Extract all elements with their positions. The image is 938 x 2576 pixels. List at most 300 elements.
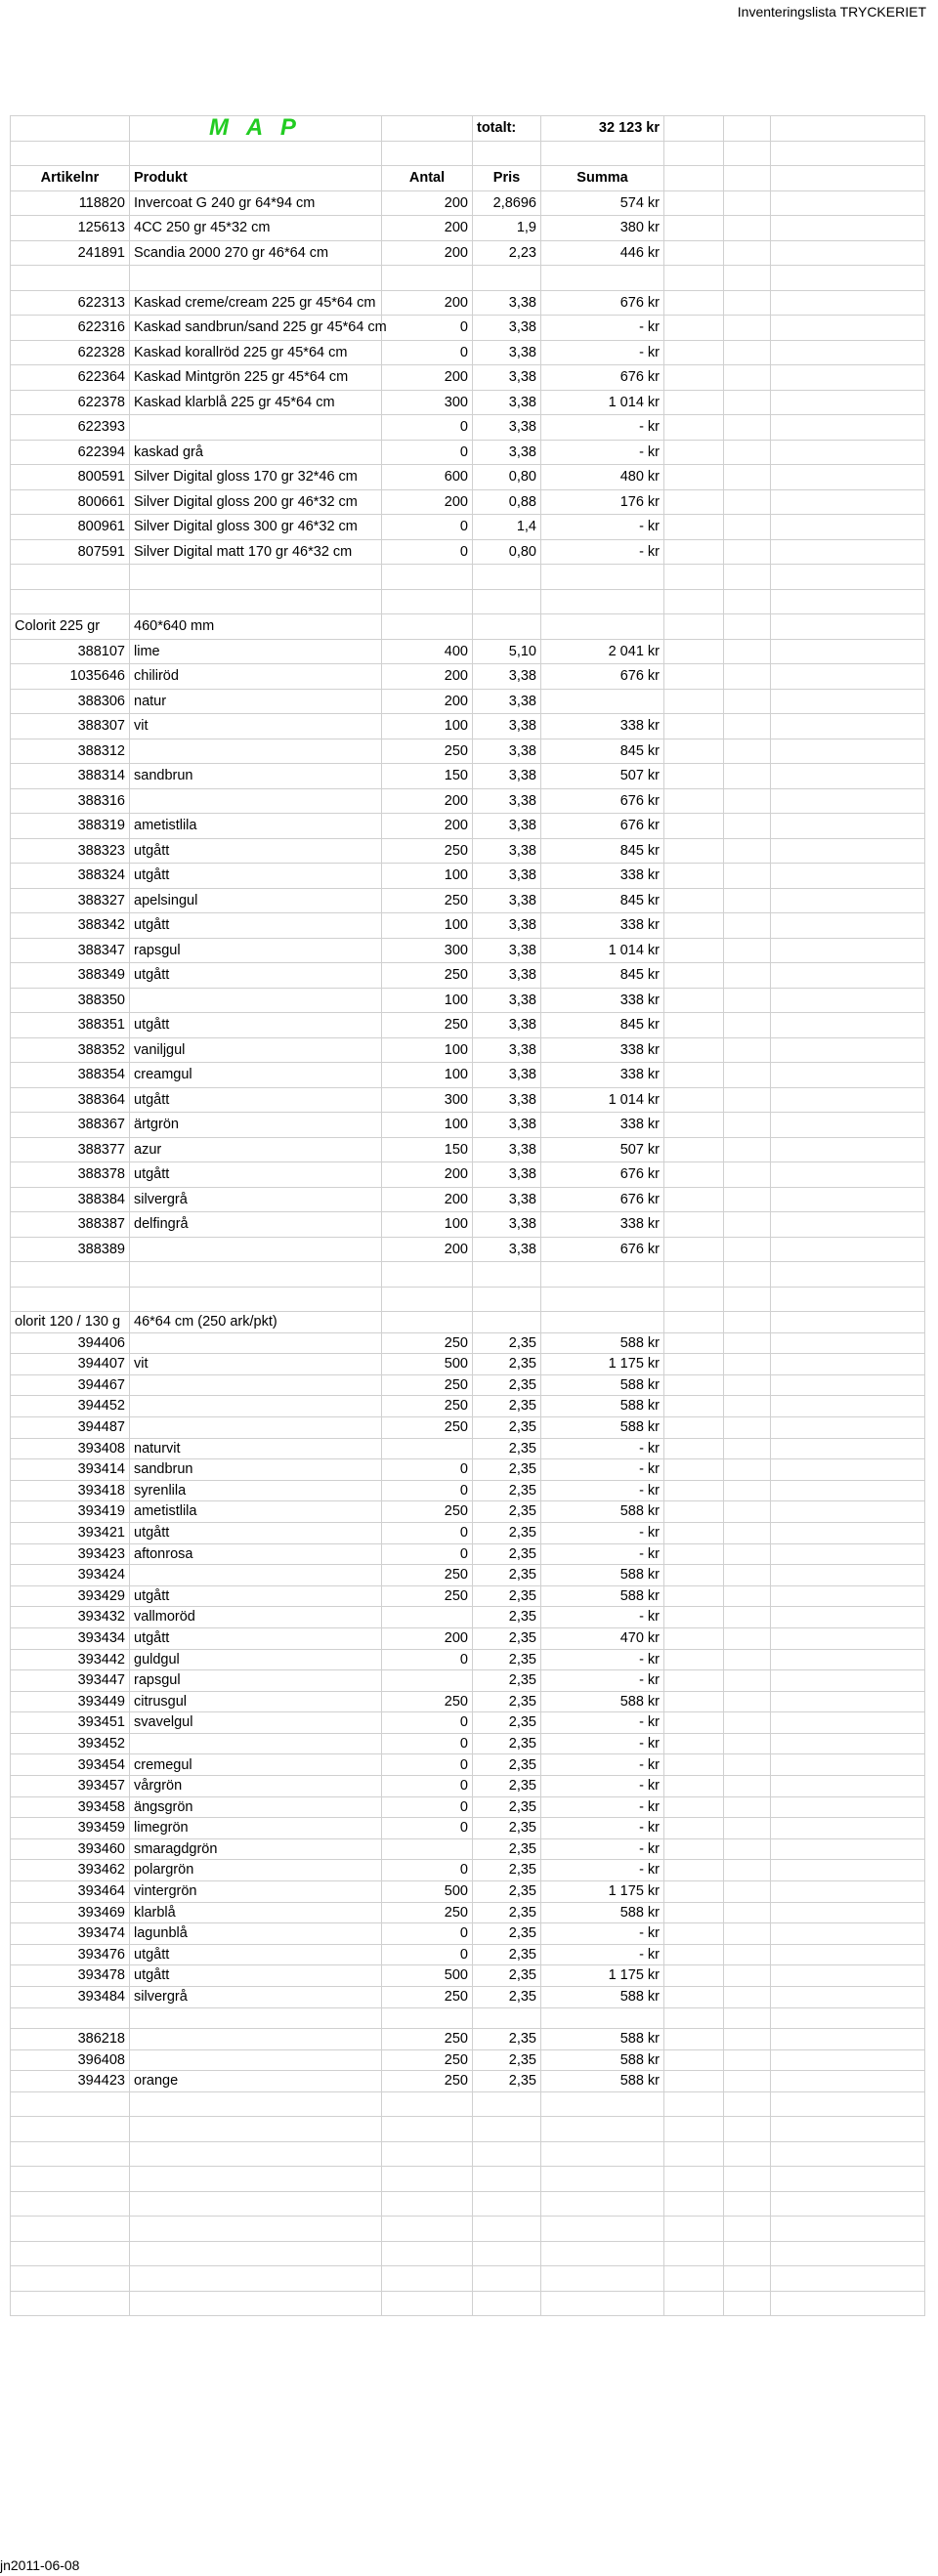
product-cell: Silver Digital gloss 170 gr 32*46 cm xyxy=(130,465,382,490)
article-number-cell: 388307 xyxy=(11,714,130,739)
blank-row xyxy=(11,565,925,590)
empty-cell xyxy=(664,1237,724,1262)
table-row xyxy=(11,1923,925,1945)
blank-row xyxy=(11,2266,925,2292)
empty-cell xyxy=(771,1838,925,1860)
empty-cell xyxy=(473,1262,541,1288)
empty-cell xyxy=(771,1312,925,1333)
empty-cell xyxy=(664,764,724,789)
article-number-cell: 800591 xyxy=(11,465,130,490)
quantity-cell: 300 xyxy=(382,1087,473,1113)
quantity-cell: 0 xyxy=(382,316,473,341)
empty-cell xyxy=(541,141,664,166)
article-number-cell: 388349 xyxy=(11,963,130,989)
empty-cell xyxy=(771,2291,925,2316)
article-number-cell: 388377 xyxy=(11,1137,130,1162)
article-number-cell: 388306 xyxy=(11,689,130,714)
empty-cell xyxy=(724,938,771,963)
empty-cell xyxy=(664,2167,724,2192)
price-cell: 3,38 xyxy=(473,938,541,963)
quantity-cell: 200 xyxy=(382,814,473,839)
table-row xyxy=(11,1902,925,1923)
empty-cell xyxy=(771,2217,925,2242)
sum-cell: 845 kr xyxy=(541,838,664,864)
empty-cell xyxy=(664,1754,724,1776)
article-number-cell: 388314 xyxy=(11,764,130,789)
blank-row xyxy=(11,2217,925,2242)
quantity-cell: 100 xyxy=(382,714,473,739)
empty-cell xyxy=(724,589,771,614)
empty-cell xyxy=(724,1137,771,1162)
blank-row xyxy=(11,1262,925,1288)
article-number-cell: 388324 xyxy=(11,864,130,889)
table-row xyxy=(11,1881,925,1903)
blank-row xyxy=(11,2141,925,2167)
product-cell: Kaskad sandbrun/sand 225 gr 45*64 cm xyxy=(130,316,382,341)
empty-cell xyxy=(771,415,925,441)
price-cell: 3,38 xyxy=(473,1113,541,1138)
quantity-cell: 150 xyxy=(382,1137,473,1162)
price-cell: 5,10 xyxy=(473,639,541,664)
product-cell: Silver Digital gloss 200 gr 46*32 cm xyxy=(130,489,382,515)
quantity-cell: 0 xyxy=(382,1818,473,1839)
article-number-cell: 393434 xyxy=(11,1627,130,1649)
empty-cell xyxy=(130,2117,382,2142)
empty-cell xyxy=(541,266,664,291)
empty-cell xyxy=(130,565,382,590)
table-row xyxy=(11,838,925,864)
price-cell: 3,38 xyxy=(473,1037,541,1063)
empty-cell xyxy=(771,1881,925,1903)
price-cell: 0,80 xyxy=(473,539,541,565)
price-cell: 3,38 xyxy=(473,415,541,441)
quantity-cell: 0 xyxy=(382,440,473,465)
empty-cell xyxy=(771,1776,925,1797)
table-row xyxy=(11,1796,925,1818)
article-number-cell: 388342 xyxy=(11,913,130,939)
price-cell: 2,35 xyxy=(473,1543,541,1565)
price-cell: 2,35 xyxy=(473,1838,541,1860)
article-number-cell: 393408 xyxy=(11,1438,130,1459)
quantity-cell: 500 xyxy=(382,1881,473,1903)
empty-cell xyxy=(724,1585,771,1607)
sum-cell: - kr xyxy=(541,1944,664,1965)
sum-cell: 588 kr xyxy=(541,1987,664,2008)
empty-cell xyxy=(382,2241,473,2266)
sum-cell: 588 kr xyxy=(541,1585,664,1607)
empty-cell xyxy=(771,2091,925,2117)
quantity-cell: 0 xyxy=(382,1649,473,1670)
empty-cell xyxy=(771,1332,925,1354)
empty-cell xyxy=(541,2291,664,2316)
empty-cell xyxy=(724,2291,771,2316)
empty-cell xyxy=(724,1262,771,1288)
empty-cell xyxy=(771,1733,925,1754)
empty-cell xyxy=(724,788,771,814)
product-cell xyxy=(130,1733,382,1754)
article-number-cell: 388347 xyxy=(11,938,130,963)
empty-cell xyxy=(724,739,771,764)
empty-cell xyxy=(664,589,724,614)
empty-cell xyxy=(664,1712,724,1734)
table-row xyxy=(11,216,925,241)
empty-cell xyxy=(541,2217,664,2242)
product-cell: vårgrön xyxy=(130,1776,382,1797)
sum-cell: - kr xyxy=(541,1438,664,1459)
empty-cell xyxy=(130,2191,382,2217)
price-cell: 2,35 xyxy=(473,1987,541,2008)
product-cell xyxy=(130,1374,382,1396)
product-cell: Silver Digital matt 170 gr 46*32 cm xyxy=(130,539,382,565)
empty-cell xyxy=(771,739,925,764)
empty-cell xyxy=(771,1396,925,1417)
blank-row xyxy=(11,2117,925,2142)
quantity-cell: 0 xyxy=(382,1860,473,1881)
empty-cell xyxy=(771,1607,925,1628)
quantity-cell: 200 xyxy=(382,365,473,391)
empty-cell xyxy=(541,2007,664,2029)
empty-cell xyxy=(664,2117,724,2142)
empty-cell xyxy=(664,415,724,441)
article-number-cell: 393451 xyxy=(11,1712,130,1734)
product-cell: kaskad grå xyxy=(130,440,382,465)
empty-cell xyxy=(130,589,382,614)
table-row xyxy=(11,1459,925,1481)
empty-cell xyxy=(664,639,724,664)
table-row xyxy=(11,1063,925,1088)
empty-cell xyxy=(664,988,724,1013)
empty-cell xyxy=(664,2291,724,2316)
article-number-cell: 393462 xyxy=(11,1860,130,1881)
empty-cell xyxy=(473,2291,541,2316)
empty-cell xyxy=(724,1113,771,1138)
price-cell: 3,38 xyxy=(473,888,541,913)
quantity-cell: 250 xyxy=(382,739,473,764)
empty-cell xyxy=(473,2091,541,2117)
price-cell: 3,38 xyxy=(473,365,541,391)
sum-cell: 574 kr xyxy=(541,190,664,216)
empty-cell xyxy=(771,2049,925,2071)
empty-cell xyxy=(724,2241,771,2266)
empty-cell xyxy=(664,1063,724,1088)
sum-cell: 845 kr xyxy=(541,888,664,913)
product-cell: creamgul xyxy=(130,1063,382,1088)
quantity-cell: 250 xyxy=(382,1987,473,2008)
empty-cell xyxy=(382,2167,473,2192)
table-row xyxy=(11,938,925,963)
empty-cell xyxy=(724,1902,771,1923)
empty-cell xyxy=(664,1396,724,1417)
empty-cell xyxy=(771,1902,925,1923)
sum-cell: - kr xyxy=(541,440,664,465)
empty-cell xyxy=(11,589,130,614)
empty-cell xyxy=(771,116,925,142)
price-cell: 2,35 xyxy=(473,1796,541,1818)
article-number-cell: 393442 xyxy=(11,1649,130,1670)
empty-cell xyxy=(771,1627,925,1649)
empty-cell xyxy=(724,565,771,590)
product-cell: sandbrun xyxy=(130,764,382,789)
product-cell: klarblå xyxy=(130,1902,382,1923)
empty-cell xyxy=(724,515,771,540)
quantity-cell: 250 xyxy=(382,1332,473,1354)
empty-cell xyxy=(11,1262,130,1288)
article-number-cell: 800661 xyxy=(11,489,130,515)
empty-cell xyxy=(664,440,724,465)
empty-cell xyxy=(771,714,925,739)
empty-cell xyxy=(724,1396,771,1417)
empty-cell xyxy=(724,1543,771,1565)
empty-cell xyxy=(771,1522,925,1543)
table-row xyxy=(11,316,925,341)
product-cell: utgått xyxy=(130,1522,382,1543)
sum-cell: - kr xyxy=(541,1860,664,1881)
article-number-cell: 393414 xyxy=(11,1459,130,1481)
product-cell: utgått xyxy=(130,838,382,864)
empty-cell xyxy=(771,689,925,714)
empty-cell xyxy=(724,1565,771,1586)
sum-cell: 676 kr xyxy=(541,365,664,391)
empty-cell xyxy=(724,1013,771,1038)
empty-cell xyxy=(771,1923,925,1945)
sum-cell: 676 kr xyxy=(541,664,664,690)
article-number-cell: 622328 xyxy=(11,340,130,365)
empty-cell xyxy=(664,1438,724,1459)
empty-cell xyxy=(664,266,724,291)
sum-cell: - kr xyxy=(541,1796,664,1818)
quantity-cell: 0 xyxy=(382,1480,473,1501)
quantity-cell: 250 xyxy=(382,1691,473,1712)
empty-cell xyxy=(541,2091,664,2117)
product-cell: utgått xyxy=(130,1585,382,1607)
empty-cell xyxy=(664,614,724,640)
sum-cell: 380 kr xyxy=(541,216,664,241)
quantity-cell: 0 xyxy=(382,1776,473,1797)
empty-cell xyxy=(724,190,771,216)
sum-cell: - kr xyxy=(541,1838,664,1860)
empty-cell xyxy=(473,2191,541,2217)
empty-cell xyxy=(771,1287,925,1312)
empty-cell xyxy=(724,116,771,142)
table-row xyxy=(11,465,925,490)
empty-cell xyxy=(664,1818,724,1839)
table-row xyxy=(11,664,925,690)
empty-cell xyxy=(724,1287,771,1312)
article-number-cell: 388387 xyxy=(11,1212,130,1238)
article-number-cell: 388352 xyxy=(11,1037,130,1063)
article-number-cell: 388327 xyxy=(11,888,130,913)
empty-cell xyxy=(473,589,541,614)
empty-cell xyxy=(724,2029,771,2050)
empty-cell xyxy=(382,2117,473,2142)
price-cell: 2,35 xyxy=(473,2049,541,2071)
empty-cell xyxy=(771,240,925,266)
price-cell: 2,35 xyxy=(473,1860,541,1881)
price-cell: 3,38 xyxy=(473,764,541,789)
empty-cell xyxy=(724,1237,771,1262)
empty-cell xyxy=(771,1712,925,1734)
empty-cell xyxy=(724,1501,771,1523)
empty-cell xyxy=(771,1037,925,1063)
empty-cell xyxy=(724,1087,771,1113)
table-row xyxy=(11,988,925,1013)
empty-cell xyxy=(771,1354,925,1375)
product-cell: natur xyxy=(130,689,382,714)
empty-cell xyxy=(724,290,771,316)
blank-row xyxy=(11,2091,925,2117)
price-cell: 3,38 xyxy=(473,664,541,690)
column-header-article: Artikelnr xyxy=(11,166,130,191)
empty-cell xyxy=(664,1965,724,1987)
article-number-cell: 393484 xyxy=(11,1987,130,2008)
empty-cell xyxy=(664,1649,724,1670)
empty-cell xyxy=(664,1670,724,1692)
table-row xyxy=(11,639,925,664)
sum-cell: 676 kr xyxy=(541,1187,664,1212)
empty-cell xyxy=(771,1965,925,1987)
product-cell: lime xyxy=(130,639,382,664)
empty-cell xyxy=(724,988,771,1013)
article-number-cell: 393447 xyxy=(11,1670,130,1692)
empty-cell xyxy=(664,2071,724,2092)
sum-cell: - kr xyxy=(541,1480,664,1501)
empty-cell xyxy=(724,1212,771,1238)
empty-cell xyxy=(541,2266,664,2292)
article-number-cell: 622378 xyxy=(11,390,130,415)
empty-cell xyxy=(771,913,925,939)
quantity-cell: 250 xyxy=(382,1585,473,1607)
empty-cell xyxy=(724,2071,771,2092)
price-cell: 3,38 xyxy=(473,1212,541,1238)
empty-cell xyxy=(664,1607,724,1628)
product-cell: vit xyxy=(130,714,382,739)
sum-cell: - kr xyxy=(541,1670,664,1692)
product-cell: Kaskad korallröd 225 gr 45*64 cm xyxy=(130,340,382,365)
sum-cell: - kr xyxy=(541,515,664,540)
product-cell xyxy=(130,1416,382,1438)
quantity-cell: 500 xyxy=(382,1354,473,1375)
empty-cell xyxy=(724,440,771,465)
empty-cell xyxy=(724,216,771,241)
quantity-cell: 150 xyxy=(382,764,473,789)
price-cell: 3,38 xyxy=(473,1187,541,1212)
price-cell: 2,35 xyxy=(473,1585,541,1607)
product-cell: cremegul xyxy=(130,1754,382,1776)
product-cell: silvergrå xyxy=(130,1987,382,2008)
table-row xyxy=(11,1522,925,1543)
empty-cell xyxy=(664,141,724,166)
quantity-cell: 200 xyxy=(382,1162,473,1188)
table-row xyxy=(11,1013,925,1038)
table-row xyxy=(11,1354,925,1375)
empty-cell xyxy=(771,1944,925,1965)
article-number-cell: 393476 xyxy=(11,1944,130,1965)
sum-cell: - kr xyxy=(541,539,664,565)
empty-cell xyxy=(724,913,771,939)
empty-cell xyxy=(724,864,771,889)
empty-cell xyxy=(724,539,771,565)
sum-cell: - kr xyxy=(541,1923,664,1945)
empty-cell xyxy=(11,2191,130,2217)
empty-cell xyxy=(724,1944,771,1965)
quantity-cell: 200 xyxy=(382,664,473,690)
quantity-cell: 100 xyxy=(382,1037,473,1063)
empty-cell xyxy=(771,1212,925,1238)
empty-cell xyxy=(771,1237,925,1262)
article-number-cell: 393449 xyxy=(11,1691,130,1712)
product-cell: ametistlila xyxy=(130,1501,382,1523)
product-cell xyxy=(130,2029,382,2050)
empty-cell xyxy=(724,1162,771,1188)
empty-cell xyxy=(771,266,925,291)
product-cell: Invercoat G 240 gr 64*94 cm xyxy=(130,190,382,216)
sum-cell: 845 kr xyxy=(541,739,664,764)
empty-cell xyxy=(724,1522,771,1543)
sum-cell: 338 kr xyxy=(541,1037,664,1063)
blank-row xyxy=(11,2167,925,2192)
empty-cell xyxy=(771,2007,925,2029)
empty-cell xyxy=(11,116,130,142)
article-number-cell: 388107 xyxy=(11,639,130,664)
quantity-cell: 0 xyxy=(382,1543,473,1565)
product-cell: vit xyxy=(130,1354,382,1375)
empty-cell xyxy=(664,1585,724,1607)
empty-cell xyxy=(724,1459,771,1481)
empty-cell xyxy=(771,1013,925,1038)
empty-cell xyxy=(473,141,541,166)
table-row xyxy=(11,714,925,739)
empty-cell xyxy=(473,2117,541,2142)
empty-cell xyxy=(664,1543,724,1565)
sum-cell: - kr xyxy=(541,1712,664,1734)
product-cell xyxy=(130,1237,382,1262)
product-cell xyxy=(130,788,382,814)
quantity-cell: 200 xyxy=(382,1237,473,1262)
price-cell: 2,35 xyxy=(473,1416,541,1438)
empty-cell xyxy=(664,465,724,490)
column-header-sum: Summa xyxy=(541,166,664,191)
section-size: 460*640 mm xyxy=(130,614,382,640)
price-cell: 2,35 xyxy=(473,1923,541,1945)
quantity-cell: 0 xyxy=(382,1522,473,1543)
table-row xyxy=(11,1585,925,1607)
quantity-cell: 0 xyxy=(382,1712,473,1734)
sum-cell: 338 kr xyxy=(541,913,664,939)
empty-cell xyxy=(771,788,925,814)
empty-cell xyxy=(664,664,724,690)
sum-cell: 338 kr xyxy=(541,988,664,1013)
empty-cell xyxy=(771,963,925,989)
article-number-cell: 393454 xyxy=(11,1754,130,1776)
table-row xyxy=(11,1565,925,1586)
blank-row xyxy=(11,141,925,166)
quantity-cell: 0 xyxy=(382,1944,473,1965)
empty-cell xyxy=(771,316,925,341)
empty-cell xyxy=(664,1860,724,1881)
empty-cell xyxy=(382,565,473,590)
quantity-cell xyxy=(382,1670,473,1692)
empty-cell xyxy=(771,664,925,690)
product-cell: vallmoröd xyxy=(130,1607,382,1628)
sum-cell: 588 kr xyxy=(541,1565,664,1586)
product-cell: utgått xyxy=(130,1965,382,1987)
quantity-cell: 250 xyxy=(382,888,473,913)
sum-cell: 470 kr xyxy=(541,1627,664,1649)
empty-cell xyxy=(724,838,771,864)
empty-cell xyxy=(664,963,724,989)
empty-cell xyxy=(724,1627,771,1649)
empty-cell xyxy=(664,316,724,341)
